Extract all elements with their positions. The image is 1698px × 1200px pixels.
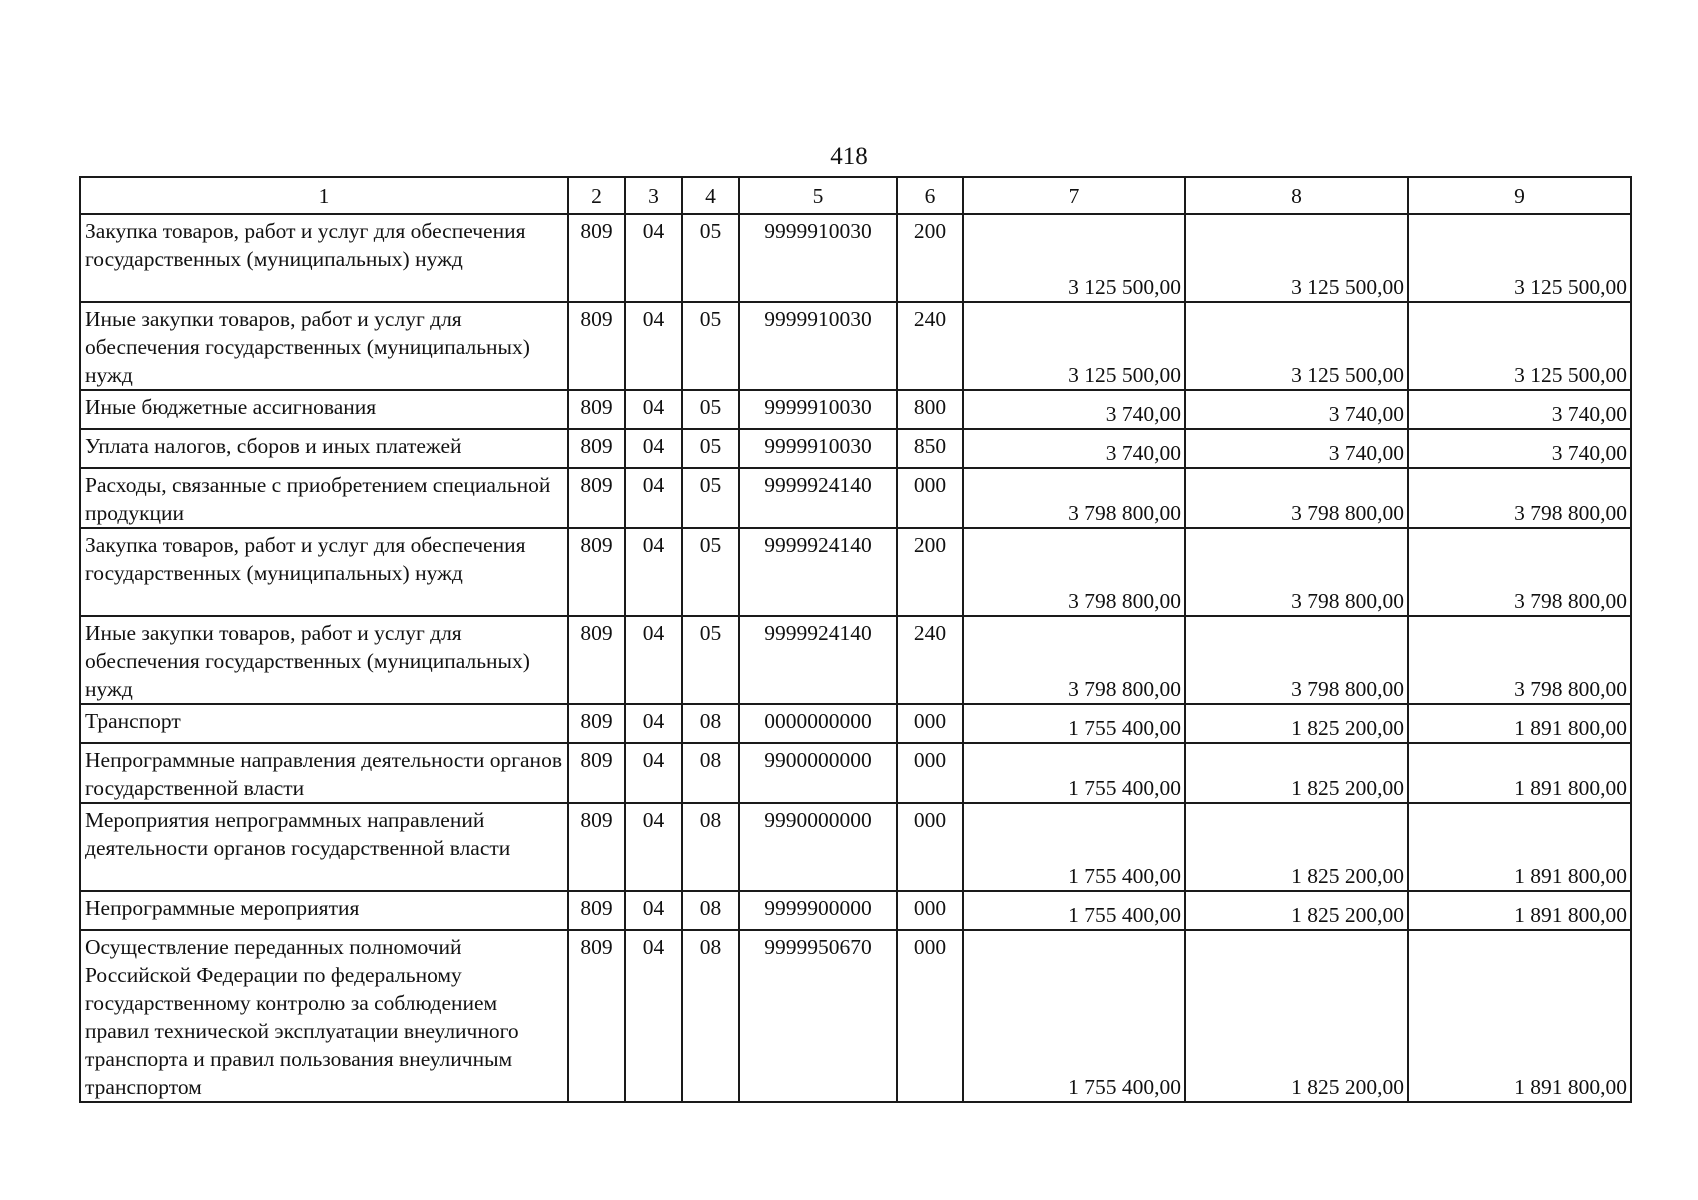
table-row: [80, 743, 1631, 803]
column-header: 8: [1185, 177, 1408, 214]
cell-col5: 9999950670: [739, 930, 897, 1102]
cell-col8: 3 740,00: [1185, 390, 1408, 429]
cell-col2: 809: [568, 803, 625, 891]
cell-col7: 3 798 800,00: [963, 528, 1185, 616]
cell-col8: 3 798 800,00: [1185, 528, 1408, 616]
column-header: 9: [1408, 177, 1631, 214]
column-header: 2: [568, 177, 625, 214]
cell-col8: 1 825 200,00: [1185, 891, 1408, 930]
cell-col5: 9990000000: [739, 803, 897, 891]
row-name: Иные закупки товаров, работ и услуг для обеспечения государственных (муниципальных) нужд: [80, 302, 568, 390]
cell-col3: 04: [625, 616, 682, 704]
table-row: [80, 891, 1631, 930]
table-row: [80, 616, 1631, 704]
page-number: 418: [830, 143, 868, 170]
cell-col3: 04: [625, 390, 682, 429]
row-name: Уплата налогов, сборов и иных платежей: [80, 429, 568, 468]
cell-col9: 3 740,00: [1408, 429, 1631, 468]
cell-col5: 9999924140: [739, 528, 897, 616]
cell-col5: 9900000000: [739, 743, 897, 803]
cell-col2: 809: [568, 704, 625, 743]
cell-col9: 1 891 800,00: [1408, 930, 1631, 1102]
cell-col5: 9999900000: [739, 891, 897, 930]
cell-col2: 809: [568, 429, 625, 468]
cell-col6: 200: [897, 214, 963, 302]
cell-col7: 1 755 400,00: [963, 930, 1185, 1102]
cell-col3: 04: [625, 302, 682, 390]
cell-col7: 3 125 500,00: [963, 302, 1185, 390]
table-row: [80, 214, 1631, 302]
cell-col8: 3 798 800,00: [1185, 468, 1408, 528]
column-header: 4: [682, 177, 739, 214]
cell-col6: 240: [897, 616, 963, 704]
cell-col3: 04: [625, 214, 682, 302]
table-row: [80, 528, 1631, 616]
cell-col4: 05: [682, 214, 739, 302]
cell-col5: 9999910030: [739, 302, 897, 390]
cell-col4: 05: [682, 528, 739, 616]
cell-col4: 05: [682, 390, 739, 429]
row-name: Непрограммные мероприятия: [80, 891, 568, 930]
row-name: Иные закупки товаров, работ и услуг для обеспечения государственных (муниципальных) нужд: [80, 616, 568, 704]
cell-col4: 05: [682, 468, 739, 528]
cell-col8: 3 740,00: [1185, 429, 1408, 468]
cell-col5: 9999924140: [739, 616, 897, 704]
cell-col6: 800: [897, 390, 963, 429]
cell-col6: 000: [897, 930, 963, 1102]
table-row: [80, 468, 1631, 528]
table-row: [80, 930, 1631, 1102]
cell-col4: 05: [682, 616, 739, 704]
cell-col9: 3 798 800,00: [1408, 616, 1631, 704]
cell-col7: 3 740,00: [963, 390, 1185, 429]
cell-col3: 04: [625, 803, 682, 891]
row-name: Закупка товаров, работ и услуг для обеспечения государственных (муниципальных) нужд: [80, 214, 568, 302]
cell-col6: 000: [897, 704, 963, 743]
row-name: Осуществление переданных полномочий Российской Федерации по федеральному государственному контролю за соблюдением правил технической эксплуатации внеуличного транспорта и правил пользования внеуличным транспортом: [80, 930, 568, 1102]
cell-col9: 3 798 800,00: [1408, 528, 1631, 616]
column-header: 7: [963, 177, 1185, 214]
row-name: Закупка товаров, работ и услуг для обеспечения государственных (муниципальных) нужд: [80, 528, 568, 616]
cell-col8: 1 825 200,00: [1185, 803, 1408, 891]
table-row: [80, 803, 1631, 891]
cell-col4: 08: [682, 704, 739, 743]
cell-col7: 3 740,00: [963, 429, 1185, 468]
cell-col3: 04: [625, 429, 682, 468]
table-row: [80, 704, 1631, 743]
row-name: Транспорт: [80, 704, 568, 743]
cell-col9: 1 891 800,00: [1408, 891, 1631, 930]
cell-col9: 3 740,00: [1408, 390, 1631, 429]
cell-col2: 809: [568, 528, 625, 616]
budget-table: [79, 176, 1632, 1103]
column-header: 6: [897, 177, 963, 214]
cell-col9: 3 125 500,00: [1408, 302, 1631, 390]
cell-col9: 1 891 800,00: [1408, 803, 1631, 891]
cell-col5: 9999924140: [739, 468, 897, 528]
cell-col7: 1 755 400,00: [963, 891, 1185, 930]
cell-col8: 3 798 800,00: [1185, 616, 1408, 704]
cell-col2: 809: [568, 891, 625, 930]
cell-col4: 08: [682, 930, 739, 1102]
cell-col6: 000: [897, 803, 963, 891]
column-header: 5: [739, 177, 897, 214]
cell-col5: 0000000000: [739, 704, 897, 743]
cell-col3: 04: [625, 528, 682, 616]
table-row: [80, 390, 1631, 429]
cell-col2: 809: [568, 214, 625, 302]
cell-col2: 809: [568, 930, 625, 1102]
cell-col3: 04: [625, 743, 682, 803]
row-name: Расходы, связанные с приобретением специальной продукции: [80, 468, 568, 528]
cell-col8: 1 825 200,00: [1185, 704, 1408, 743]
row-name: Иные бюджетные ассигнования: [80, 390, 568, 429]
cell-col4: 08: [682, 803, 739, 891]
cell-col4: 08: [682, 743, 739, 803]
cell-col7: 3 125 500,00: [963, 214, 1185, 302]
cell-col6: 000: [897, 468, 963, 528]
cell-col2: 809: [568, 390, 625, 429]
cell-col6: 000: [897, 891, 963, 930]
cell-col5: 9999910030: [739, 429, 897, 468]
cell-col7: 3 798 800,00: [963, 616, 1185, 704]
cell-col5: 9999910030: [739, 214, 897, 302]
cell-col3: 04: [625, 930, 682, 1102]
column-header: 3: [625, 177, 682, 214]
cell-col6: 200: [897, 528, 963, 616]
column-header: 1: [80, 177, 568, 214]
table-row: [80, 429, 1631, 468]
cell-col2: 809: [568, 743, 625, 803]
cell-col9: 1 891 800,00: [1408, 704, 1631, 743]
cell-col3: 04: [625, 704, 682, 743]
cell-col2: 809: [568, 616, 625, 704]
cell-col8: 1 825 200,00: [1185, 743, 1408, 803]
cell-col9: 1 891 800,00: [1408, 743, 1631, 803]
cell-col7: 3 798 800,00: [963, 468, 1185, 528]
table-row: [80, 302, 1631, 390]
cell-col3: 04: [625, 468, 682, 528]
row-name: Мероприятия непрограммных направлений деятельности органов государственной власти: [80, 803, 568, 891]
cell-col8: 3 125 500,00: [1185, 214, 1408, 302]
cell-col9: 3 798 800,00: [1408, 468, 1631, 528]
cell-col4: 05: [682, 429, 739, 468]
cell-col4: 08: [682, 891, 739, 930]
cell-col6: 850: [897, 429, 963, 468]
cell-col8: 3 125 500,00: [1185, 302, 1408, 390]
cell-col7: 1 755 400,00: [963, 704, 1185, 743]
cell-col2: 809: [568, 302, 625, 390]
cell-col7: 1 755 400,00: [963, 743, 1185, 803]
cell-col3: 04: [625, 891, 682, 930]
row-name: Непрограммные направления деятельности органов государственной власти: [80, 743, 568, 803]
header-row: [80, 177, 1631, 214]
cell-col8: 1 825 200,00: [1185, 930, 1408, 1102]
cell-col5: 9999910030: [739, 390, 897, 429]
cell-col4: 05: [682, 302, 739, 390]
cell-col2: 809: [568, 468, 625, 528]
cell-col7: 1 755 400,00: [963, 803, 1185, 891]
cell-col6: 000: [897, 743, 963, 803]
cell-col9: 3 125 500,00: [1408, 214, 1631, 302]
cell-col6: 240: [897, 302, 963, 390]
